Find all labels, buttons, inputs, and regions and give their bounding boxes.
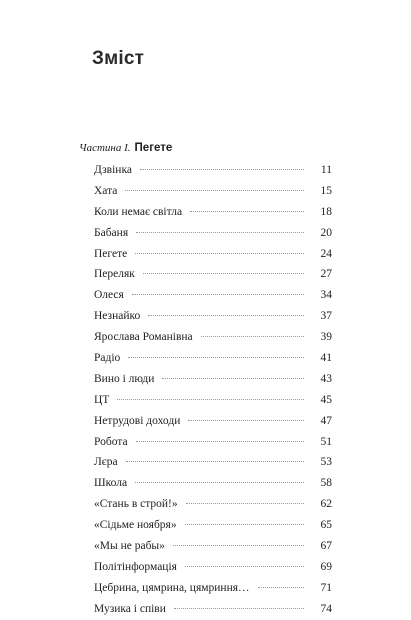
toc-entry-title: Робота <box>94 435 128 448</box>
part-number: Частина І. <box>79 142 131 154</box>
dot-leader <box>140 169 304 170</box>
toc-entry <box>94 578 332 599</box>
toc-entry-title: Школа <box>94 477 128 490</box>
dot-leader <box>132 294 304 295</box>
toc-entry-page-number: 20 <box>320 226 332 239</box>
toc-entry-title: Коли немає світла <box>94 205 183 218</box>
toc-entry <box>94 411 332 432</box>
dot-leader <box>186 503 304 504</box>
dot-leader <box>135 482 304 483</box>
toc-entry-page-number: 24 <box>320 247 332 260</box>
toc-entry-page-number: 67 <box>320 540 332 553</box>
dot-leader <box>125 190 304 191</box>
toc-entry <box>94 244 332 265</box>
toc-entry-title: Вино і люди <box>94 372 155 385</box>
toc-entry-title: Ярослава Романівна <box>94 331 193 344</box>
toc-entry-page-number: 11 <box>320 164 332 176</box>
toc-entry-page-number: 27 <box>320 268 332 281</box>
toc-entry-page-number: 39 <box>320 331 332 344</box>
toc-entry <box>94 223 332 244</box>
toc-entry-title: Незнайко <box>94 310 141 323</box>
toc-entry <box>94 348 332 369</box>
toc-entry <box>94 160 332 181</box>
toc-entry-title: Радіо <box>94 352 121 365</box>
toc-entry-page-number: 69 <box>320 560 332 573</box>
dot-leader <box>188 420 304 421</box>
toc-entry-page-number: 74 <box>320 602 332 615</box>
dot-leader <box>185 524 304 525</box>
toc-entry <box>94 494 332 515</box>
toc-entry-title: Лєра <box>94 456 118 469</box>
toc-entry-page-number: 65 <box>320 519 332 532</box>
dot-leader <box>258 587 304 588</box>
dot-leader <box>135 253 304 254</box>
toc-entry-title: Переляк <box>94 268 135 281</box>
dot-leader <box>173 545 304 546</box>
dot-leader <box>143 273 304 274</box>
toc-entry-title: Олеся <box>94 289 124 302</box>
dot-leader <box>136 232 304 233</box>
toc-entry-page-number: 45 <box>320 393 332 406</box>
dot-leader <box>190 211 304 212</box>
toc-entry-title: Політінформація <box>94 560 177 573</box>
table-of-contents <box>94 160 332 620</box>
page-title: Зміст <box>92 48 145 69</box>
toc-entry <box>94 473 332 494</box>
toc-entry-title: Хата <box>94 184 118 197</box>
toc-entry-page-number: 71 <box>320 581 332 594</box>
part-title: Пегете <box>134 142 173 154</box>
toc-entry <box>94 306 332 327</box>
toc-entry <box>94 536 332 557</box>
toc-entry-page-number: 58 <box>320 477 332 490</box>
toc-entry <box>94 390 332 411</box>
toc-entry <box>94 369 332 390</box>
toc-entry <box>94 452 332 473</box>
toc-entry <box>94 432 332 453</box>
toc-entry <box>94 285 332 306</box>
toc-entry <box>94 264 332 285</box>
toc-entry-page-number: 62 <box>320 498 332 511</box>
toc-entry-title: Музика і співи <box>94 602 166 615</box>
dot-leader <box>174 608 304 609</box>
toc-entry-page-number: 53 <box>320 456 332 469</box>
toc-entry <box>94 181 332 202</box>
toc-entry-page-number: 15 <box>320 184 332 197</box>
toc-entry-title: Бабаня <box>94 226 129 239</box>
toc-entry-title: Пегете <box>94 247 128 260</box>
toc-entry <box>94 515 332 536</box>
toc-entry-page-number: 43 <box>320 372 332 385</box>
toc-entry <box>94 327 332 348</box>
dot-leader <box>201 336 304 337</box>
toc-entry-page-number: 41 <box>320 352 332 365</box>
toc-entry-title: «Мы не рабы» <box>94 540 165 553</box>
toc-entry <box>94 202 332 223</box>
dot-leader <box>117 399 304 400</box>
toc-entry-page-number: 51 <box>320 435 332 448</box>
toc-entry-page-number: 37 <box>320 310 332 323</box>
dot-leader <box>126 461 304 462</box>
toc-entry <box>94 599 332 620</box>
toc-entry-title: Цебрина, цямрина, цямриння… <box>94 581 250 594</box>
dot-leader <box>128 357 304 358</box>
toc-entry-page-number: 18 <box>320 205 332 218</box>
toc-entry-title: Нетрудові доходи <box>94 414 181 427</box>
toc-entry-title: ЦТ <box>94 393 110 406</box>
toc-entry-page-number: 34 <box>320 289 332 302</box>
toc-entry-page-number: 47 <box>320 414 332 427</box>
toc-entry-title: «Сідьме ноября» <box>94 519 177 532</box>
toc-entry <box>94 557 332 578</box>
dot-leader <box>136 441 304 442</box>
dot-leader <box>162 378 304 379</box>
toc-entry-title: Дзвінка <box>94 164 132 176</box>
dot-leader <box>185 566 304 567</box>
toc-entry-title: «Стань в строй!» <box>94 498 178 511</box>
part-heading <box>79 138 172 156</box>
dot-leader <box>148 315 304 316</box>
